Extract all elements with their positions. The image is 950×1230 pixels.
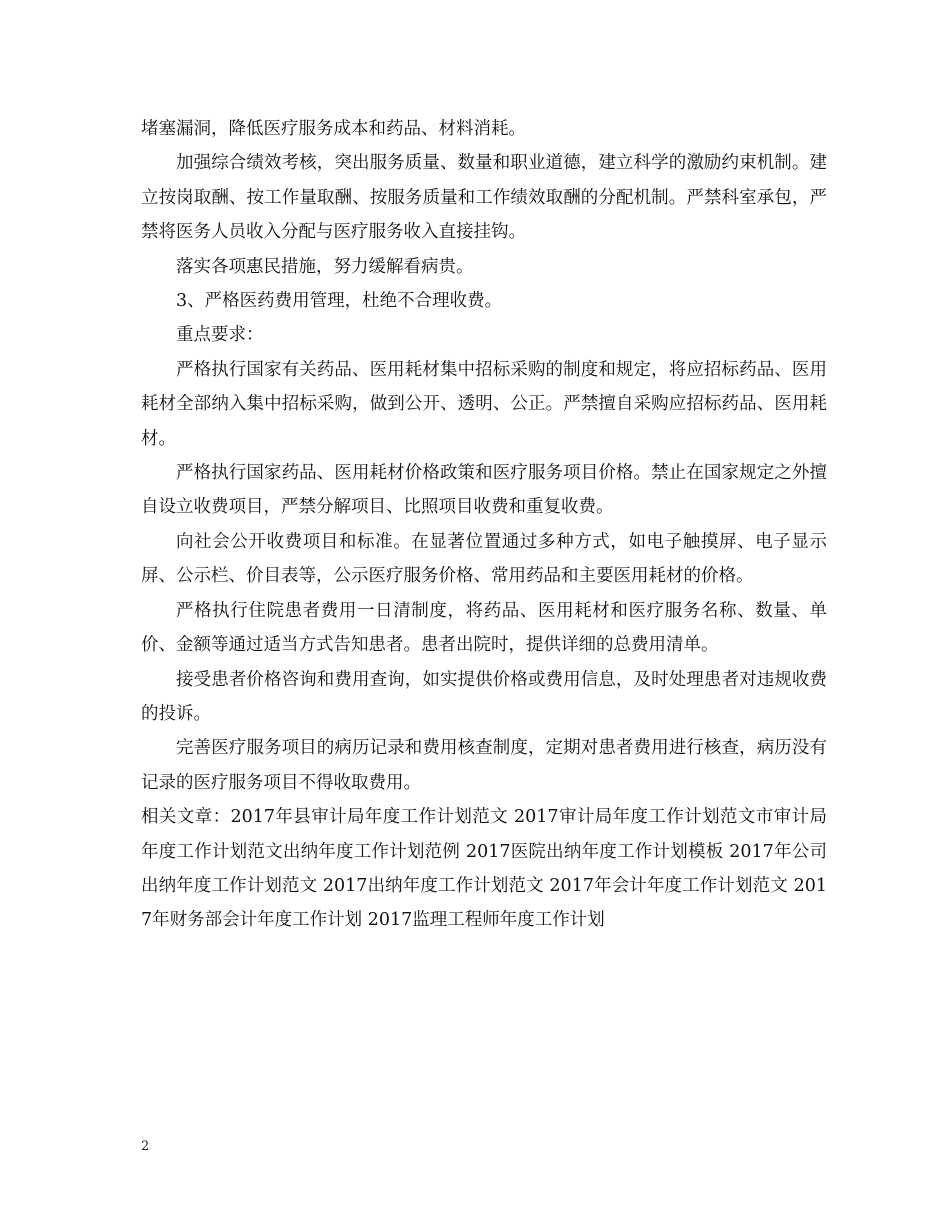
paragraph-1: 堵塞漏洞，降低医疗服务成本和药品、材料消耗。 (141, 119, 526, 139)
paragraph-10: 接受患者价格咨询和费用查询，如实提供价格或费用信息，及时处理患者对违规收费的投诉。 (141, 669, 827, 724)
paragraph-5: 重点要求： (176, 325, 264, 346)
paragraph-8: 向社会公开收费项目和标准。在显著位置通过多种方式，如电子触摸屏、电子显示屏、公示栏、价目表等，公示医疗服务价格、常用药品和主要医用耗材的价格。 (141, 531, 827, 587)
paragraph-6: 严格执行国家有关药品、医用耗材集中招标采购的制度和规定，将应招标药品、医用耗材全部纳入集中招标采购，做到公开、透明、公正。严禁擅自采购应招标药品、医用耗材。 (141, 359, 827, 449)
paragraph-9: 严格执行住院患者费用一日清制度，将药品、医用耗材和医疗服务名称、数量、单价、金额等通过适当方式告知患者。患者出院时，提供详细的总费用清单。 (141, 600, 827, 656)
page-number: 2 (141, 1139, 150, 1154)
paragraph-7: 严格执行国家药品、医用耗材价格政策和医疗服务项目价格。禁止在国家规定之外擅自设立收费项目，严禁分解项目、比照项目收费和重复收费。 (141, 463, 827, 518)
paragraph-2: 加强综合绩效考核，突出服务质量、数量和职业道德，建立科学的激励约束机制。建立按岗取酬、按工作量取酬、按服务质量和工作绩效取酬的分配机制。严禁科室承包，严禁将医务人员收入分配与医疗服务收入直接挂钩。 (141, 153, 827, 243)
paragraph-11: 完善医疗服务项目的病历记录和费用核查制度，定期对患者费用进行核查，病历没有记录的医疗服务项目不得收取费用。 (141, 738, 827, 793)
paragraph-4: 3、严格医药费用管理，杜绝不合理收费。 (176, 291, 503, 312)
paragraph-3: 落实各项惠民措施，努力缓解看病贵。 (176, 256, 474, 277)
related-articles: 相关文章：2017年县审计局年度工作计划范文 2017审计局年度工作计划范文市审计局年度工作计划范文出纳年度工作计划范例 2017医院出纳年度工作计划模板 2017年公司出纳年度工作计划范文 2017出纳年度工作计划范文 2017年会计年度工作计划范文 2017年财务部会计年度工作计划 2017监理工程师年度工作计划 (141, 807, 827, 931)
document-body (141, 112, 827, 938)
